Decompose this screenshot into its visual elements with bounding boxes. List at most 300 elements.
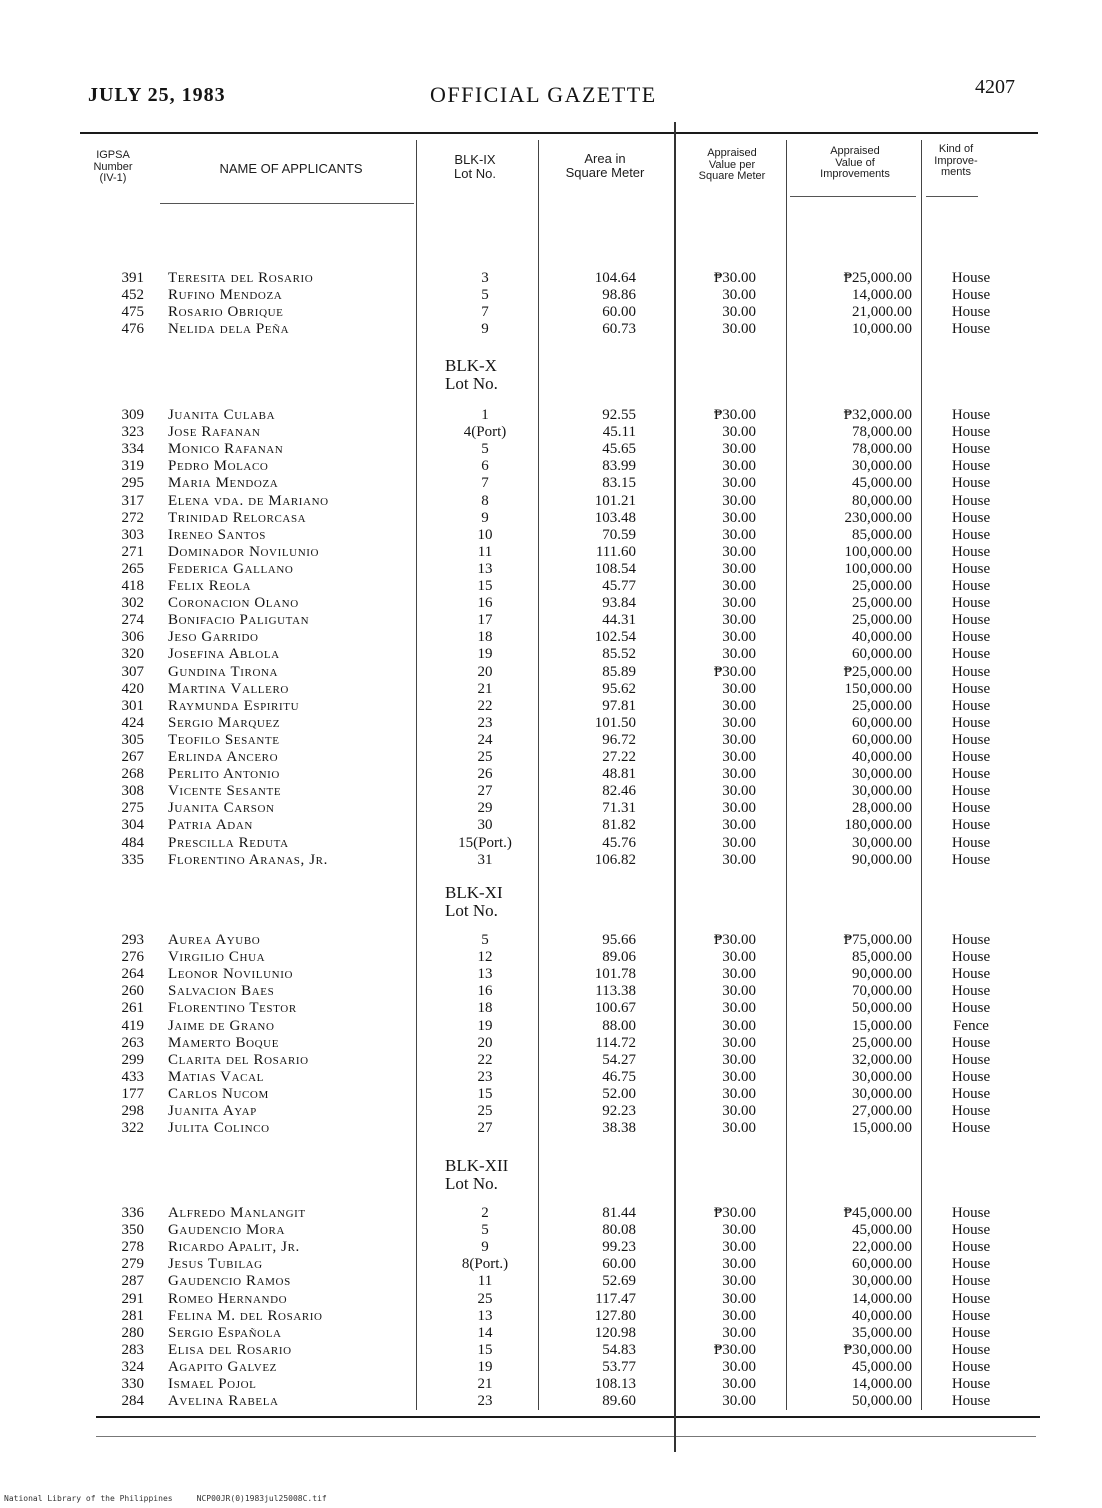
value-per-sqm: 30.00 bbox=[722, 543, 756, 560]
applicant-number: 476 bbox=[121, 321, 144, 338]
value-per-sqm: 30.00 bbox=[722, 321, 756, 338]
lot-number: 15 bbox=[477, 1085, 493, 1102]
improvement-kind: House bbox=[951, 560, 991, 577]
table-row bbox=[0, 1086, 1102, 1103]
improvement-kind: House bbox=[951, 646, 991, 663]
table-row bbox=[0, 1222, 1102, 1239]
applicant-number: 322 bbox=[121, 1120, 144, 1137]
applicant-number: 336 bbox=[121, 1205, 144, 1221]
lot-number: 16 bbox=[477, 983, 493, 1000]
applicant-number: 267 bbox=[121, 749, 144, 765]
applicant-number: 324 bbox=[121, 1358, 144, 1375]
applicant-number: 177 bbox=[121, 1085, 144, 1102]
improvement-value: 70,000.00 bbox=[852, 983, 912, 1000]
table-row bbox=[0, 441, 1102, 458]
table-row bbox=[0, 983, 1102, 1000]
applicant-name: Martina Vallero bbox=[168, 680, 289, 697]
improvement-kind: House bbox=[951, 1205, 991, 1221]
applicant-name: Romeo Hernando bbox=[168, 1290, 288, 1307]
improvement-value: 78,000.00 bbox=[852, 441, 912, 458]
applicant-number: 306 bbox=[121, 629, 144, 646]
improvement-kind: House bbox=[951, 851, 991, 868]
lot-number: 21 bbox=[477, 680, 493, 697]
block-heading: BLK-XII Lot No. bbox=[445, 1156, 509, 1193]
improvement-value: 22,000.00 bbox=[852, 1239, 912, 1256]
improvement-value: 180,000.00 bbox=[844, 817, 912, 834]
table-row bbox=[0, 1291, 1102, 1308]
improvement-value: ₱25,000.00 bbox=[843, 270, 912, 286]
area-sqm: 103.48 bbox=[594, 509, 636, 526]
area-sqm: 98.86 bbox=[602, 287, 636, 304]
applicant-name: Leonor Novilunio bbox=[168, 966, 293, 983]
lot-number: 23 bbox=[477, 1068, 493, 1085]
applicant-name: Josefina Ablola bbox=[168, 646, 280, 663]
improvement-kind: House bbox=[951, 697, 991, 714]
improvement-kind: House bbox=[951, 966, 991, 983]
improvement-value: 60,000.00 bbox=[852, 714, 912, 731]
improvement-kind: House bbox=[951, 458, 991, 475]
lot-number: 5 bbox=[481, 1222, 489, 1239]
improvement-kind: House bbox=[951, 1273, 991, 1290]
improvement-kind: House bbox=[951, 1393, 991, 1410]
table-row bbox=[0, 783, 1102, 800]
value-per-sqm: 30.00 bbox=[722, 800, 756, 817]
applicant-number: 287 bbox=[121, 1273, 144, 1290]
area-sqm: 85.89 bbox=[602, 663, 636, 680]
applicant-number: 420 bbox=[121, 680, 144, 697]
area-sqm: 95.62 bbox=[602, 680, 636, 697]
improvement-kind: House bbox=[951, 800, 991, 817]
area-sqm: 48.81 bbox=[602, 766, 636, 783]
applicant-number: 275 bbox=[121, 800, 144, 817]
table-row bbox=[0, 715, 1102, 732]
lot-number: 3 bbox=[481, 270, 489, 286]
area-sqm: 97.81 bbox=[602, 697, 636, 714]
table-row bbox=[0, 475, 1102, 492]
lot-number: 5 bbox=[481, 287, 489, 304]
lot-number: 31 bbox=[477, 851, 493, 868]
improvement-value: 27,000.00 bbox=[852, 1103, 912, 1119]
improvement-kind: House bbox=[951, 714, 991, 731]
applicant-number: 278 bbox=[121, 1239, 144, 1256]
improvement-value: 21,000.00 bbox=[852, 304, 912, 321]
applicant-number: 301 bbox=[121, 697, 144, 714]
applicant-name: Rosario Obrique bbox=[168, 304, 284, 321]
applicant-name: Mamerto Boque bbox=[168, 1034, 280, 1051]
lot-number: 19 bbox=[477, 1358, 493, 1375]
improvement-value: 25,000.00 bbox=[852, 1034, 912, 1051]
improvement-kind: House bbox=[951, 1120, 991, 1137]
applicant-number: 274 bbox=[121, 612, 144, 629]
table-row bbox=[0, 1000, 1102, 1017]
lot-number: 18 bbox=[477, 629, 493, 646]
lot-number: 18 bbox=[477, 1000, 493, 1017]
applicant-name: Bonifacio Paligutan bbox=[168, 612, 310, 629]
page-header bbox=[0, 0, 1102, 120]
applicant-name: Alfredo Manlangit bbox=[168, 1205, 306, 1221]
area-sqm: 70.59 bbox=[602, 526, 636, 543]
improvement-value: 100,000.00 bbox=[844, 560, 912, 577]
improvement-value: 30,000.00 bbox=[852, 783, 912, 800]
improvement-value: 15,000.00 bbox=[852, 1017, 912, 1034]
applicant-name: Clarita del Rosario bbox=[168, 1051, 309, 1068]
table-end-rule bbox=[96, 1436, 1036, 1437]
value-per-sqm: 30.00 bbox=[722, 629, 756, 646]
value-per-sqm: 30.00 bbox=[722, 834, 756, 851]
lot-number: 22 bbox=[477, 1051, 493, 1068]
value-per-sqm: 30.00 bbox=[722, 1034, 756, 1051]
table-row bbox=[0, 1069, 1102, 1086]
improvement-kind: House bbox=[951, 1324, 991, 1341]
lot-number: 20 bbox=[477, 663, 493, 680]
area-sqm: 54.27 bbox=[602, 1051, 636, 1068]
applicant-name: Gundina Tirona bbox=[168, 663, 279, 680]
applicant-number: 433 bbox=[121, 1068, 144, 1085]
improvement-kind: House bbox=[951, 1307, 991, 1324]
applicant-name: Teofilo Sesante bbox=[168, 731, 280, 748]
applicant-name: Elisa del Rosario bbox=[168, 1341, 292, 1358]
table-bottom-rule bbox=[96, 1416, 1040, 1418]
improvement-kind: House bbox=[951, 1103, 991, 1119]
value-per-sqm: 30.00 bbox=[722, 560, 756, 577]
improvement-value: 30,000.00 bbox=[852, 458, 912, 475]
applicant-number: 298 bbox=[121, 1103, 144, 1119]
page-number: 4207 bbox=[975, 76, 1015, 98]
improvement-kind: House bbox=[951, 680, 991, 697]
lot-number: 30 bbox=[477, 817, 493, 834]
improvement-kind: House bbox=[951, 287, 991, 304]
table-row bbox=[0, 766, 1102, 783]
lot-number: 11 bbox=[477, 1273, 493, 1290]
lot-number: 29 bbox=[477, 800, 493, 817]
value-per-sqm: 30.00 bbox=[722, 817, 756, 834]
applicant-name: Raymunda Espiritu bbox=[168, 697, 300, 714]
improvement-kind: House bbox=[951, 578, 991, 594]
lot-number: 4(Port) bbox=[463, 424, 507, 441]
area-sqm: 60.73 bbox=[602, 321, 636, 338]
applicant-number: 418 bbox=[121, 578, 144, 594]
table-row bbox=[0, 681, 1102, 698]
lot-number: 25 bbox=[477, 749, 493, 765]
applicant-number: 284 bbox=[121, 1393, 144, 1410]
improvement-kind: House bbox=[951, 1085, 991, 1102]
table-row bbox=[0, 424, 1102, 441]
table-row bbox=[0, 1325, 1102, 1342]
value-per-sqm: 30.00 bbox=[722, 949, 756, 966]
value-per-sqm: 30.00 bbox=[722, 1376, 756, 1392]
applicant-name: Rufino Mendoza bbox=[168, 287, 283, 304]
improvement-kind: House bbox=[951, 629, 991, 646]
table-row bbox=[0, 561, 1102, 578]
applicant-name: Gaudencio Ramos bbox=[168, 1273, 291, 1290]
applicant-name: Felix Reola bbox=[168, 578, 252, 594]
table-row bbox=[0, 817, 1102, 834]
lot-number: 7 bbox=[481, 304, 489, 321]
area-sqm: 101.21 bbox=[594, 492, 636, 509]
table-row bbox=[0, 544, 1102, 561]
value-per-sqm: 30.00 bbox=[722, 783, 756, 800]
value-per-sqm: 30.00 bbox=[722, 424, 756, 441]
table-row bbox=[0, 510, 1102, 527]
value-per-sqm: 30.00 bbox=[722, 1393, 756, 1410]
improvement-value: 45,000.00 bbox=[852, 1358, 912, 1375]
table-row bbox=[0, 1376, 1102, 1393]
area-sqm: 108.54 bbox=[594, 560, 636, 577]
improvement-value: 25,000.00 bbox=[852, 612, 912, 629]
value-per-sqm: 30.00 bbox=[722, 1307, 756, 1324]
lot-number: 17 bbox=[477, 612, 493, 629]
improvement-value: 90,000.00 bbox=[852, 966, 912, 983]
applicant-number: 279 bbox=[121, 1256, 144, 1273]
improvement-kind: House bbox=[951, 441, 991, 458]
area-sqm: 52.00 bbox=[602, 1085, 636, 1102]
lot-number: 10 bbox=[477, 526, 493, 543]
improvement-value: 28,000.00 bbox=[852, 800, 912, 817]
applicant-number: 281 bbox=[121, 1307, 144, 1324]
applicant-number: 334 bbox=[121, 441, 144, 458]
value-per-sqm: ₱30.00 bbox=[713, 407, 756, 423]
applicant-name: Trinidad Relorcasa bbox=[168, 509, 307, 526]
value-per-sqm: 30.00 bbox=[722, 1256, 756, 1273]
improvement-value: 40,000.00 bbox=[852, 749, 912, 765]
value-per-sqm: 30.00 bbox=[722, 578, 756, 594]
area-sqm: 53.77 bbox=[602, 1358, 636, 1375]
applicant-name: Juanita Carson bbox=[168, 800, 275, 817]
improvement-value: 60,000.00 bbox=[852, 731, 912, 748]
improvement-value: 85,000.00 bbox=[852, 526, 912, 543]
block-heading: BLK-XI Lot No. bbox=[445, 883, 503, 920]
lot-number: 13 bbox=[477, 966, 493, 983]
applicant-number: 475 bbox=[121, 304, 144, 321]
applicant-number: 320 bbox=[121, 646, 144, 663]
table-row bbox=[0, 407, 1102, 424]
applicant-number: 280 bbox=[121, 1324, 144, 1341]
applicant-number: 305 bbox=[121, 731, 144, 748]
value-per-sqm: 30.00 bbox=[722, 714, 756, 731]
applicant-name: Avelina Rabela bbox=[168, 1393, 279, 1410]
table-row bbox=[0, 1205, 1102, 1222]
table-row bbox=[0, 749, 1102, 766]
area-sqm: 93.84 bbox=[602, 595, 636, 612]
applicant-name: Jeso Garrido bbox=[168, 629, 259, 646]
applicant-number: 302 bbox=[121, 595, 144, 612]
value-per-sqm: 30.00 bbox=[722, 612, 756, 629]
improvement-value: 60,000.00 bbox=[852, 1256, 912, 1273]
improvement-value: 78,000.00 bbox=[852, 424, 912, 441]
table-row bbox=[0, 1120, 1102, 1137]
applicant-number: 309 bbox=[121, 407, 144, 423]
lot-number: 13 bbox=[477, 560, 493, 577]
value-per-sqm: 30.00 bbox=[722, 1051, 756, 1068]
value-per-sqm: 30.00 bbox=[722, 749, 756, 765]
applicant-number: 268 bbox=[121, 766, 144, 783]
improvement-kind: House bbox=[951, 1068, 991, 1085]
applicant-number: 350 bbox=[121, 1222, 144, 1239]
applicant-name: Jose Rafanan bbox=[168, 424, 261, 441]
applicant-name: Elena vda. de Mariano bbox=[168, 492, 329, 509]
applicant-number: 484 bbox=[121, 834, 144, 851]
applicant-number: 260 bbox=[121, 983, 144, 1000]
improvement-value: 80,000.00 bbox=[852, 492, 912, 509]
improvement-value: ₱30,000.00 bbox=[843, 1341, 912, 1358]
area-sqm: 45.65 bbox=[602, 441, 636, 458]
table-row bbox=[0, 1035, 1102, 1052]
improvement-value: 30,000.00 bbox=[852, 1085, 912, 1102]
improvement-value: 50,000.00 bbox=[852, 1393, 912, 1410]
improvement-value: 100,000.00 bbox=[844, 543, 912, 560]
applicant-number: 295 bbox=[121, 475, 144, 492]
area-sqm: 45.76 bbox=[602, 834, 636, 851]
applicant-name: Juanita Ayap bbox=[168, 1103, 257, 1119]
lot-number: 11 bbox=[477, 543, 493, 560]
value-per-sqm: 30.00 bbox=[722, 1290, 756, 1307]
applicant-name: Sergio Marquez bbox=[168, 714, 281, 731]
applicant-name: Patria Adan bbox=[168, 817, 253, 834]
improvement-value: 230,000.00 bbox=[844, 509, 912, 526]
table-row bbox=[0, 270, 1102, 287]
table-row bbox=[0, 612, 1102, 629]
area-sqm: 101.78 bbox=[594, 966, 636, 983]
improvement-kind: House bbox=[951, 1358, 991, 1375]
lot-number: 13 bbox=[477, 1307, 493, 1324]
applicant-name: Jaime de Grano bbox=[168, 1017, 275, 1034]
value-per-sqm: 30.00 bbox=[722, 1324, 756, 1341]
area-sqm: 46.75 bbox=[602, 1068, 636, 1085]
improvement-kind: House bbox=[951, 749, 991, 765]
scan-footer: National Library of the Philippines NCP00JR(0)1983jul25008C.tif bbox=[4, 1494, 327, 1503]
applicant-number: 264 bbox=[121, 966, 144, 983]
applicant-name: Nelida dela Peña bbox=[168, 321, 290, 338]
improvement-kind: Fence bbox=[953, 1017, 989, 1034]
table-top-rule bbox=[80, 132, 1038, 134]
table-row bbox=[0, 1018, 1102, 1035]
applicant-number: 307 bbox=[121, 663, 144, 680]
applicant-name: Salvacion Baes bbox=[168, 983, 275, 1000]
applicant-name: Teresita del Rosario bbox=[168, 270, 314, 286]
value-per-sqm: 30.00 bbox=[722, 1085, 756, 1102]
applicant-name: Federica Gallano bbox=[168, 560, 294, 577]
improvement-kind: House bbox=[951, 424, 991, 441]
improvement-value: 14,000.00 bbox=[852, 287, 912, 304]
table-row bbox=[0, 1052, 1102, 1069]
applicant-name: Julita Colinco bbox=[168, 1120, 270, 1137]
value-per-sqm: 30.00 bbox=[722, 966, 756, 983]
value-per-sqm: 30.00 bbox=[722, 287, 756, 304]
improvement-kind: House bbox=[951, 1376, 991, 1392]
area-sqm: 54.83 bbox=[602, 1341, 636, 1358]
lot-number: 25 bbox=[477, 1103, 493, 1119]
lot-number: 9 bbox=[481, 1239, 489, 1256]
improvement-kind: House bbox=[951, 1239, 991, 1256]
applicant-number: 276 bbox=[121, 949, 144, 966]
improvement-kind: House bbox=[951, 1034, 991, 1051]
value-per-sqm: 30.00 bbox=[722, 595, 756, 612]
area-sqm: 92.23 bbox=[602, 1103, 636, 1119]
value-per-sqm: 30.00 bbox=[722, 1017, 756, 1034]
lot-number: 15 bbox=[477, 578, 493, 594]
improvement-kind: House bbox=[951, 949, 991, 966]
lot-number: 20 bbox=[477, 1034, 493, 1051]
value-per-sqm: 30.00 bbox=[722, 697, 756, 714]
value-per-sqm: 30.00 bbox=[722, 526, 756, 543]
improvement-value: 45,000.00 bbox=[852, 475, 912, 492]
value-per-sqm: 30.00 bbox=[722, 492, 756, 509]
improvement-kind: House bbox=[951, 1256, 991, 1273]
column-header-rule bbox=[160, 203, 414, 204]
improvement-kind: House bbox=[951, 817, 991, 834]
table-row bbox=[0, 932, 1102, 949]
value-per-sqm: 30.00 bbox=[722, 1120, 756, 1137]
table-row bbox=[0, 949, 1102, 966]
table-row bbox=[0, 321, 1102, 338]
applicant-name: Prescilla Reduta bbox=[168, 834, 289, 851]
value-per-sqm: 30.00 bbox=[722, 731, 756, 748]
lot-number: 5 bbox=[481, 932, 489, 948]
table-row bbox=[0, 1103, 1102, 1120]
improvement-value: 40,000.00 bbox=[852, 629, 912, 646]
value-per-sqm: 30.00 bbox=[722, 1358, 756, 1375]
applicant-name: Agapito Galvez bbox=[168, 1358, 277, 1375]
table-row bbox=[0, 1239, 1102, 1256]
table-row bbox=[0, 629, 1102, 646]
applicant-name: Florentino Testor bbox=[168, 1000, 297, 1017]
applicant-name: Aurea Ayubo bbox=[168, 932, 261, 948]
applicant-number: 330 bbox=[121, 1376, 144, 1392]
value-per-sqm: 30.00 bbox=[722, 1273, 756, 1290]
table-row bbox=[0, 578, 1102, 595]
applicant-number: 452 bbox=[121, 287, 144, 304]
table-row bbox=[0, 1359, 1102, 1376]
lot-number: 8(Port.) bbox=[461, 1256, 509, 1273]
area-sqm: 92.55 bbox=[602, 407, 636, 423]
area-sqm: 60.00 bbox=[602, 1256, 636, 1273]
applicant-number: 261 bbox=[121, 1000, 144, 1017]
lot-number: 27 bbox=[477, 783, 493, 800]
improvement-kind: House bbox=[951, 492, 991, 509]
area-sqm: 108.13 bbox=[594, 1376, 636, 1392]
table-row bbox=[0, 458, 1102, 475]
lot-number: 6 bbox=[481, 458, 489, 475]
improvement-kind: House bbox=[951, 1222, 991, 1239]
lot-number: 7 bbox=[481, 475, 489, 492]
improvement-kind: House bbox=[951, 663, 991, 680]
applicant-name: Carlos Nucom bbox=[168, 1085, 269, 1102]
lot-number: 12 bbox=[477, 949, 493, 966]
area-sqm: 52.69 bbox=[602, 1273, 636, 1290]
applicant-number: 319 bbox=[121, 458, 144, 475]
improvement-kind: House bbox=[951, 526, 991, 543]
area-sqm: 44.31 bbox=[602, 612, 636, 629]
improvement-value: ₱75,000.00 bbox=[843, 932, 912, 948]
table-row bbox=[0, 852, 1102, 869]
value-per-sqm: 30.00 bbox=[722, 1068, 756, 1085]
table-row bbox=[0, 595, 1102, 612]
applicant-name: Florentino Aranas, Jr. bbox=[168, 851, 328, 868]
lot-number: 15(Port.) bbox=[458, 834, 512, 851]
lot-number: 15 bbox=[477, 1341, 493, 1358]
applicant-name: Gaudencio Mora bbox=[168, 1222, 285, 1239]
header-date: JULY 25, 1983 bbox=[88, 84, 226, 106]
table-row bbox=[0, 664, 1102, 681]
area-sqm: 80.08 bbox=[602, 1222, 636, 1239]
area-sqm: 81.44 bbox=[602, 1205, 636, 1221]
value-per-sqm: 30.00 bbox=[722, 475, 756, 492]
lot-number: 19 bbox=[477, 1017, 493, 1034]
improvement-kind: House bbox=[951, 595, 991, 612]
col-header-improvements: Appraised Value of Improvements bbox=[820, 145, 890, 181]
table-row bbox=[0, 1308, 1102, 1325]
value-per-sqm: ₱30.00 bbox=[713, 270, 756, 286]
